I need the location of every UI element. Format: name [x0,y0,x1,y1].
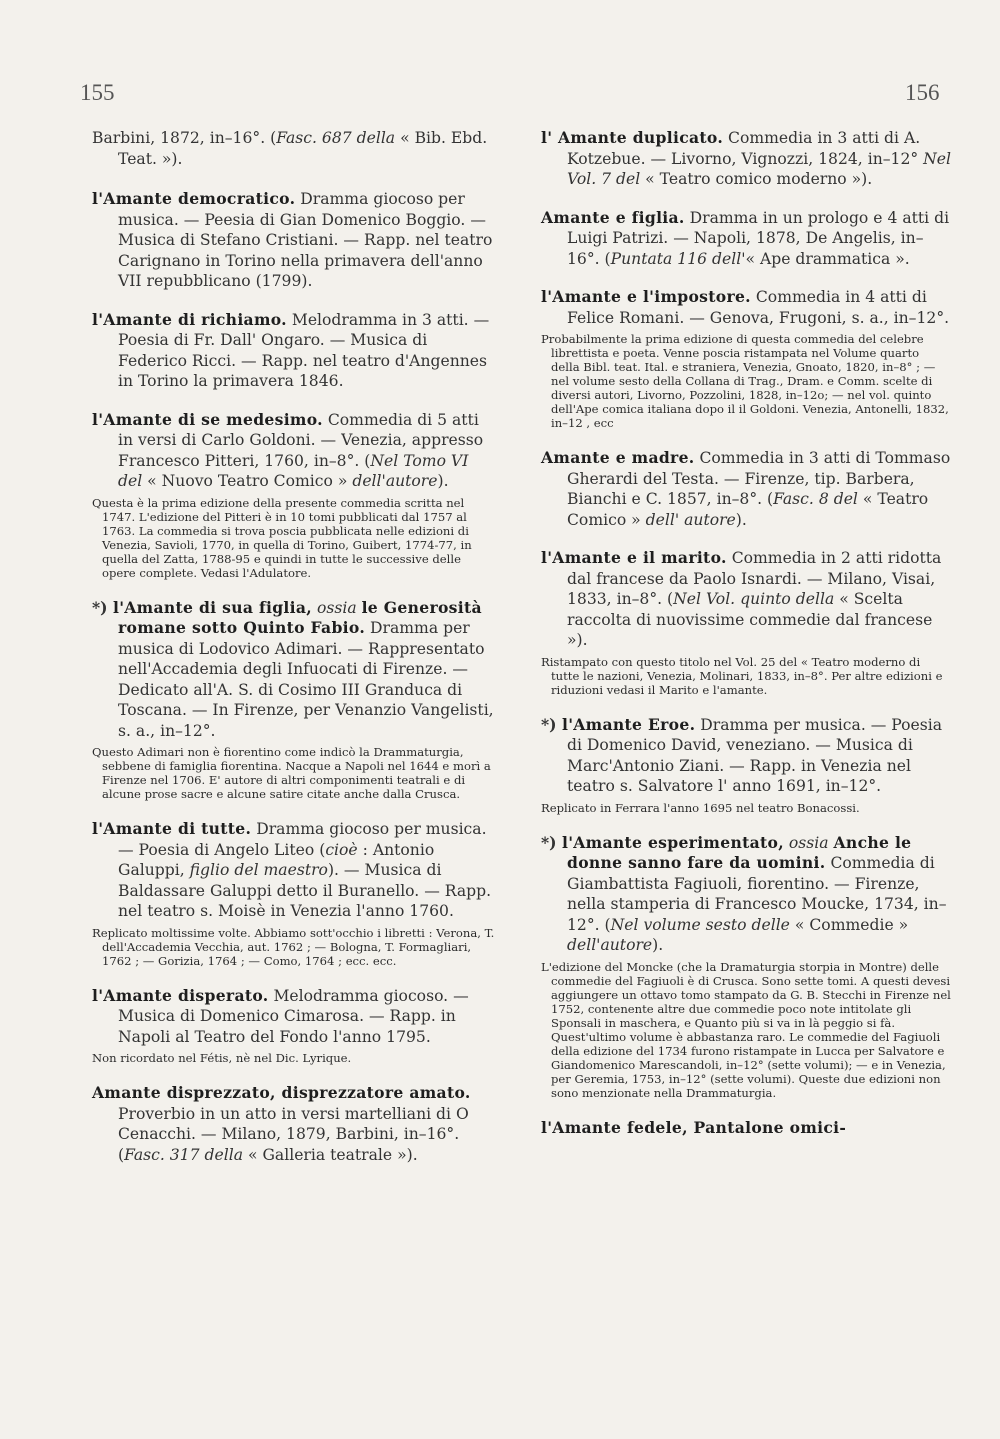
entry-title: l'Amante fedele, Pantalone omici- [541,1117,847,1137]
entry-amante-di-se-medesimo: l'Amante di se medesimo. Commedia di 5 atti in versi di Carlo Goldoni. — Venezia, appresso Francesco Pitteri, 1760, in–8°. (Nel Tomo VI del « Nuovo Teatro Comico » dell'autore). Questa è la prima edizione della presente commedia scritta nel 1747. L'edizione del Pitteri è in 10 tomi pubblicati dal 1757 al 1763. La commedia si trova poscia pubblicata nelle edizioni di Venezia, Savioli, 1770, in quella di Torino, Guibert, 1774-77, in quella del Zatta, 1788-95 e quindi in tutte le successive delle opere complete. Vedasi l'Adulatore. [92,410,497,580]
entry-amante-di-sua-figlia: *) l'Amante di sua figlia, ossia le Generosità romane sotto Quinto Fabio. Dramma per musica di Lodovico Adimari. — Rappresentato nell'Accademia degli Infuocati di Firenze. — Dedicato all'A. S. di Cosimo III Granduca di Toscana. — In Firenze, per Venanzio Vangelisti, s. a., in–12°. Questo Adimari non è fiorentino come indicò la Drammaturgia, sebbene di famiglia fiorentina. Nacque a Napoli nel 1644 e morì a Firenze nel 1706. E' autore di altri componimenti teatrali e di alcune prose sacre e alcune satire citate anche dalla Crusca. [92,598,497,802]
entry-note: Probabilmente la prima edizione di questa commedia del celebre librettista e poeta. Venne poscia ristampata nel Volume quarto della Bibl. teat. Ital. e straniera, Venezia, Gnoato, 1820, in–8° ; — nel volume sesto della Collana di Trag., Dram. e Comm. scelte di diversi autori, Livorno, Pozzolini, 1828, in–12o; — nel vol. quinto dell'Ape comica italiana dopo il il Goldoni. Venezia, Antonelli, 1832, in–12 , ecc [541,332,949,430]
entry-continuation: Barbini, 1872, in–16°. (Fasc. 687 della « Bib. Ebd. Teat. »). [92,129,488,168]
entry-title: l'Amante democratico. [92,189,296,208]
entry-amante-duplicato: l' Amante duplicato. Commedia in 3 atti di A. Kotzebue. — Livorno, Vignozzi, 1824, in–12° Nel Vol. 7 del « Teatro comico moderno »). [541,128,952,188]
entry-title: l'Amante di sua figlia, [112,597,312,617]
entry-amante-di-richiamo: l'Amante di richiamo. Melodramma in 3 atti. — Poesia di Fr. Dall' Ongaro. — Musica di Federico Ricci. — Rapp. nel teatro d'Angennes in Torino la primavera 1846. [92,309,490,390]
entry-amante-e-figlia: Amante e figlia. Dramma in un prologo e 4 atti di Luigi Patrizi. — Napoli, 1878, De Angelis, in–16°. (Puntata 116 dell'« Ape drammatica ». [541,207,950,268]
entry-title: Amante disprezzato, disprezzatore amato. [92,1083,471,1102]
entry-amante-e-madre: Amante e madre. Commedia in 3 atti di Tommaso Gherardi del Testa. — Firenze, tip. Barbera, Bianchi e C. 1857, in–8°. (Fasc. 8 del « Teatro Comico » dell' autore). [541,448,951,529]
left-column [92,128,497,1183]
page-number-right: 156 [905,80,940,105]
entry-title: l'Amante di richiamo. [92,309,287,329]
entry-title: Amante e figlia. [541,207,685,227]
entry-title: l'Amante esperimentato, [561,832,784,852]
entry-amante-democratico: l'Amante democratico. Dramma giocoso per musica. — Peesia di Gian Domenico Boggio. — Musica di Stefano Cristiani. — Rapp. nel teatro Carignano in Torino nella primavera dell'anno VII repubblicano (1799). [92,189,493,290]
entry-amante-disprezzato: Amante disprezzato, disprezzatore amato. Proverbio in un atto in versi martelliani di O Cenacchi. — Milano, 1879, Barbini, in–16°. (Fasc. 317 della « Galleria teatrale »). [92,1083,471,1164]
entry-amante-e-marito: l'Amante e il marito. Commedia in 2 atti ridotta dal francese da Paolo Isnardi. — Milano, Visai, 1833, in–8°. (Nel Vol. quinto della « Scelta raccolta di nuovissime commedie dal francese »). Ristampato con questo titolo nel Vol. 25 del « Teatro moderno di tutte le nazioni, Venezia, Molinari, 1833, in–8°. Per altre edizioni e riduzioni vedasi il Marito e l'amante. [541,548,951,697]
entry-note: Non ricordato nel Fétis, nè nel Dic. Lyrique. [92,1051,352,1065]
entry-title: l'Amante disperato. [92,985,269,1005]
entry-note: Replicato moltissime volte. Abbiamo sott'occhio i libretti : Verona, T. dell'Accademia Vecchia, aut. 1762 ; — Bologna, T. Formagliari, 1762 ; — Gorizia, 1764 ; — Como, 1764 ; ecc. ecc. [92,925,495,968]
entry-amante-eroe: *) l'Amante Eroe. Dramma per musica. — Poesia di Domenico David, veneziano. — Musica di Marc'Antonio Ziani. — Rapp. in Venezia nel teatro s. Salvatore l' anno 1691, in–12°. Replicato in Ferrara l'anno 1695 nel teatro Bonacossi. [541,715,951,815]
entry-title: l'Amante e il marito. [541,548,727,567]
entry-note: Replicato in Ferrara l'anno 1695 nel teatro Bonacossi. [541,800,860,815]
entry-title: l'Amante di se medesimo. [92,409,323,429]
entry-amante-e-impostore: l'Amante e l'impostore. Commedia in 4 atti di Felice Romani. — Genova, Frugoni, s. a., in–12°. Probabilmente la prima edizione di questa commedia del celebre librettista e poeta. Venne poscia ristampata nel Volume quarto della Bibl. teat. Ital. e straniera, Venezia, Gnoato, 1820, in–8° ; — nel volume sesto della Collana di Trag., Dram. e Comm. scelte di diversi autori, Livorno, Pozzolini, 1828, in–12o; — nel vol. quinto dell'Ape comica italiana dopo il il Goldoni. Venezia, Antonelli, 1832, in–12 , ecc [541,287,950,430]
right-column [541,128,951,1156]
entry-title: l'Amante e l'impostore. [541,287,751,306]
entry-note: L'edizione del Moncke (che la Dramaturgia storpia in Montre) delle commedie del Fagiuoli è di Crusca. Sono sette tomi. A questi devesi aggiungere un ottavo tomo stampato da G. B. Stecchi in Firenze nel 1752, contenente altre due commedie poco note intitolate gli Sponsali in maschera, e Quanto più si va in là peggio si fà. Quest'ultimo volume è abbastanza raro. Le commedie del Fagiuoli della edizione del 1734 furono ristampate in Lucca per Salvatore e Giandomenico Marescandoli, in–12° (sette volumi); — e in Venezia, per Geremia, 1753, in–12° (sette volumi). Queste due edizioni non sono menzionate nella Drammaturgia. [541,959,951,1100]
entry-note: Ristampato con questo titolo nel Vol. 25 del « Teatro moderno di tutte le nazioni, Venezia, Molinari, 1833, in–8°. Per altre edizioni e riduzioni vedasi il Marito e l'amante. [541,654,943,697]
page-number-left: 155 [80,80,115,105]
entry-amante-fedele [541,1118,951,1139]
entry-amante-esperimentato: *) l'Amante esperimentato, ossia Anche le donne sanno fare da uomini. Commedia di Giambattista Fagiuoli, fiorentino. — Firenze, nella stamperia di Francesco Moucke, 1734, in–12°. (Nel volume sesto delle « Commedie » dell'autore). L'edizione del Moncke (che la Dramaturgia storpia in Montre) delle commedie del Fagiuoli è di Crusca. Sono sette tomi. A questi devesi aggiungere un ottavo tomo stampato da G. B. Stecchi in Firenze nel 1752, contenente altre due commedie poco note intitolate gli Sponsali in maschera, e Quanto più si va in là peggio si fà. Quest'ultimo volume è abbastanza raro. Le commedie del Fagiuoli della edizione del 1734 furono ristampate in Lucca per Salvatore e Giandomenico Marescandoli, in–12° (sette volumi); — e in Venezia, per Geremia, 1753, in–12° (sette volumi). Queste due edizioni non sono menzionate nella Drammaturgia. [541,832,951,1100]
entry-note: Questa è la prima edizione della presente commedia scritta nel 1747. L'edizione del Pitteri è in 10 tomi pubblicati dal 1757 al 1763. La commedia si trova poscia pubblicata nelle edizioni di Venezia, Savioli, 1770, in quella di Torino, Guibert, 1774-77, in quella del Zatta, 1788-95 e quindi in tutte le successive delle opere complete. Vedasi l'Adulatore. [92,495,472,580]
entry-note: Questo Adimari non è fiorentino come indicò la Drammaturgia, sebbene di famiglia fiorentina. Nacque a Napoli nel 1644 e morì a Firenze nel 1706. E' autore di altri componimenti teatrali e di alcune prose sacre e alcune satire citate anche dalla Crusca. [92,745,491,801]
entry-amante-disperato: l'Amante disperato. Melodramma giocoso. — Musica di Domenico Cimarosa. — Rapp. in Napoli al Teatro del Fondo l'anno 1795. Non ricordato nel Fétis, nè nel Dic. Lyrique. [92,986,497,1066]
entry-title: Amante e madre. [541,448,695,467]
entry-title: l'Amante Eroe. [561,714,696,734]
entry-title: l' Amante duplicato. [541,128,724,147]
entry-amante-di-tutte: l'Amante di tutte. Dramma giocoso per musica. — Poesia di Angelo Liteo (cioè : Antonio Galuppi, figlio del maestro). — Musica di Baldassare Galuppi detto il Buranello. — Rapp. nel teatro s. Moisè in Venezia l'anno 1760. Replicato moltissime volte. Abbiamo sott'occhio i libretti : Verona, T. dell'Accademia Vecchia, aut. 1762 ; — Bologna, T. Formagliari, 1762 ; — Gorizia, 1764 ; — Como, 1764 ; ecc. ecc. [92,819,497,968]
entry-title: l'Amante di tutte. [92,819,252,838]
